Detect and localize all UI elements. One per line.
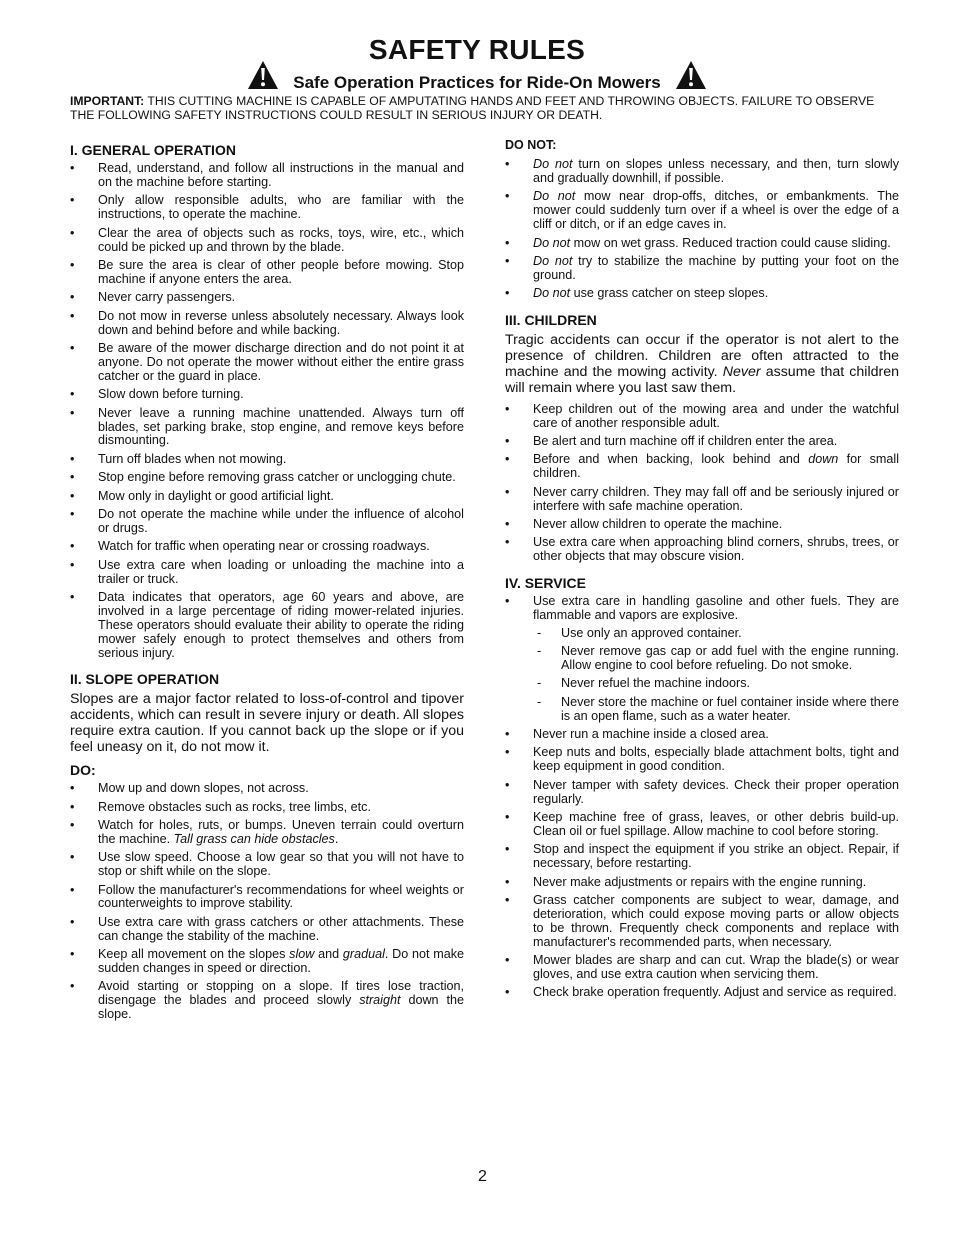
service-heading: IV. SERVICE — [505, 574, 586, 591]
list-item: • Never carry passengers. — [70, 291, 464, 305]
list-item: • Use extra care with grass catchers or other attachments. These can change the stability of the machine. — [70, 916, 464, 944]
important-notice — [70, 95, 900, 122]
list-item: • Keep nuts and bolts, especially blade attachment bolts, tight and keep equipment in good condition. — [505, 746, 899, 774]
list-item: • Grass catcher components are subject to wear, damage, and deterioration, which could expose moving parts or allow objects to be thrown. Frequently check components and replace with manufacturer's recommended parts, when necessary. — [505, 894, 899, 950]
list-item: • Do not use grass catcher on steep slopes. — [505, 287, 899, 301]
do-heading: DO: — [70, 762, 96, 779]
general-operation-list — [70, 162, 464, 661]
list-item: • Use extra care when loading or unloading the machine into a trailer or truck. — [70, 559, 464, 587]
children-list — [505, 403, 899, 565]
do-not-list — [505, 158, 899, 301]
list-item: • Before and when backing, look behind and down for small children. — [505, 453, 899, 481]
list-item: • Be aware of the mower discharge direction and do not point it at anyone. Do not operate the mower without either the entire grass catcher or the guard in place. — [70, 342, 464, 384]
slope-operation-heading: II. SLOPE OPERATION — [70, 671, 220, 688]
important-label: IMPORTANT: — [70, 94, 145, 108]
subtitle-row — [0, 60, 954, 90]
list-item: • Do not operate the machine while under the influence of alcohol or drugs. — [70, 508, 464, 536]
list-item: • Read, understand, and follow all instructions in the manual and on the machine before starting. — [70, 162, 464, 190]
list-item: • Keep machine free of grass, leaves, or other debris build-up. Clean oil or fuel spillage. Allow machine to cool before storing. — [505, 811, 899, 839]
list-item: • Use extra care when approaching blind corners, shrubs, trees, or other objects that may obscure vision. — [505, 536, 899, 564]
do-list — [70, 782, 464, 1022]
page-number: 2 — [478, 1168, 487, 1185]
list-item: • Check brake operation frequently. Adjust and service as required. — [505, 986, 899, 1000]
left-column — [70, 142, 464, 1027]
general-operation-heading: I. GENERAL OPERATION — [70, 142, 236, 158]
list-item: • Never tamper with safety devices. Check their proper operation regularly. — [505, 779, 899, 807]
list-item: • Never make adjustments or repairs with the engine running. — [505, 876, 899, 890]
list-item: • Follow the manufacturer's recommendations for wheel weights or counterweights to improve stability. — [70, 884, 464, 912]
list-item: • Remove obstacles such as rocks, tree limbs, etc. — [70, 801, 464, 815]
sub-list-item: - Never store the machine or fuel container inside where there is an open flame, such as a water heater. — [533, 696, 899, 724]
list-item: • Keep children out of the mowing area and under the watchful care of another responsible adult. — [505, 403, 899, 431]
list-item: • Do not mow near drop-offs, ditches, or embankments. The mower could suddenly turn over if a wheel is over the edge of a cliff or ditch, or if an edge caves in. — [505, 190, 899, 232]
list-item: • Turn off blades when not mowing. — [70, 453, 464, 467]
list-item: • Watch for traffic when operating near or crossing roadways. — [70, 540, 464, 554]
list-item: • Mow only in daylight or good artificial light. — [70, 490, 464, 504]
warning-triangle-icon — [247, 60, 279, 90]
fuel-sublist — [533, 627, 899, 724]
list-item: • Keep all movement on the slopes slow and gradual. Do not make sudden changes in speed or direction. — [70, 948, 464, 976]
service-list — [505, 595, 899, 1001]
warning-triangle-icon — [675, 60, 707, 90]
list-item: • Data indicates that operators, age 60 years and above, are involved in a large percentage of riding mower-related injuries. These operators should evaluate their ability to operate the riding mower safely enough to protect themselves and others from serious injury. — [70, 591, 464, 661]
list-item: • Be alert and turn machine off if children enter the area. — [505, 435, 899, 449]
children-heading: III. CHILDREN — [505, 311, 597, 328]
sub-list-item: - Never refuel the machine indoors. — [533, 677, 899, 691]
list-item: • Do not turn on slopes unless necessary, and then, turn slowly and gradually downhill, if possible. — [505, 158, 899, 186]
list-item: • Do not mow in reverse unless absolutely necessary. Always look down and behind before and while backing. — [70, 310, 464, 338]
do-not-heading: DO NOT: — [505, 138, 557, 152]
page-title: SAFETY RULES — [368, 34, 586, 65]
list-item: • Clear the area of objects such as rocks, toys, wire, etc., which could be picked up and thrown by the blade. — [70, 227, 464, 255]
list-item: • Never allow children to operate the machine. — [505, 518, 899, 532]
list-item: • Be sure the area is clear of other people before mowing. Stop machine if anyone enters the area. — [70, 259, 464, 287]
sub-list-item: - Use only an approved container. — [533, 627, 899, 641]
list-item: • Avoid starting or stopping on a slope. If tires lose traction, disengage the blades and proceed slowly straight down the slope. — [70, 980, 464, 1022]
page-subtitle: Safe Operation Practices for Ride-On Mowers — [293, 73, 661, 92]
list-item: • Watch for holes, ruts, or bumps. Uneven terrain could overturn the machine. Tall grass can hide obstacles. — [70, 819, 464, 847]
right-column — [505, 138, 899, 1005]
list-item: • Never run a machine inside a closed area. — [505, 728, 899, 742]
children-intro: Tragic accidents can occur if the operator is not alert to the presence of children. Children are often attracted to the machine and the mowing activity. Never assume that children will remain where you last saw them. — [505, 331, 899, 396]
list-item: • Use extra care in handling gasoline and other fuels. They are flammable and vapors are explosive. - Use only an approved container. - Never remove gas cap or add fuel with the engine running. Allow engine to cool before refueling. Do not smoke. - Never refuel the machine indoors. - Never store the machine or fuel container inside where there is an open flame, such as a water heater. — [505, 595, 899, 724]
list-item: • Mow up and down slopes, not across. — [70, 782, 464, 796]
list-item: • Slow down before turning. — [70, 388, 464, 402]
list-item: • Do not try to stabilize the machine by putting your foot on the ground. — [505, 255, 899, 283]
list-item: • Mower blades are sharp and can cut. Wrap the blade(s) or wear gloves, and use extra caution when servicing them. — [505, 954, 899, 982]
list-item: • Do not mow on wet grass. Reduced traction could cause sliding. — [505, 237, 899, 251]
important-text: THIS CUTTING MACHINE IS CAPABLE OF AMPUTATING HANDS AND FEET AND THROWING OBJECTS. FAILURE TO OBSERVE THE FOLLOWING SAFETY INSTRUCTIONS COULD RESULT IN SERIOUS INJURY OR DEATH. — [70, 94, 875, 122]
list-item: • Stop and inspect the equipment if you strike an object. Repair, if necessary, before restarting. — [505, 843, 899, 871]
list-item: • Only allow responsible adults, who are familiar with the instructions, to operate the machine. — [70, 194, 464, 222]
sub-list-item: - Never remove gas cap or add fuel with the engine running. Allow engine to cool before refueling. Do not smoke. — [533, 645, 899, 673]
list-item: • Never carry children. They may fall off and be seriously injured or interfere with safe machine operation. — [505, 486, 899, 514]
slope-intro: Slopes are a major factor related to loss-of-control and tipover accidents, which can result in severe injury or death. All slopes require extra caution. If you cannot back up the slope or if you feel uneasy on it, do not mow it. — [70, 691, 464, 756]
list-item: • Stop engine before removing grass catcher or unclogging chute. — [70, 471, 464, 485]
list-item: • Never leave a running machine unattended. Always turn off blades, set parking brake, stop engine, and remove keys before dismounting. — [70, 407, 464, 449]
list-item: • Use slow speed. Choose a low gear so that you will not have to stop or shift while on the slope. — [70, 851, 464, 879]
